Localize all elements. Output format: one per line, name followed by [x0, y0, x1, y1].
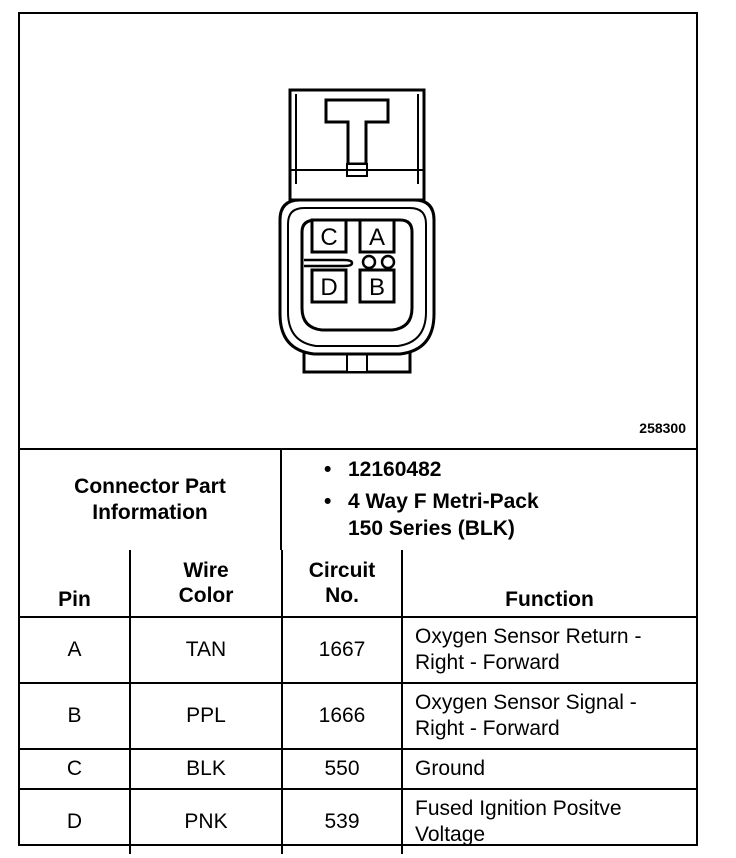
- connector-illustration: [20, 14, 696, 448]
- pinout-table: [20, 550, 696, 854]
- wire-color-cell: PNK: [130, 789, 282, 854]
- header-wire-color: [130, 550, 282, 617]
- wire-color-cell: TAN: [130, 617, 282, 683]
- circuit-cell: 550: [282, 749, 402, 789]
- pin-label: C: [320, 224, 338, 251]
- connector-info-label: [20, 450, 282, 550]
- locator-hole-right: [382, 256, 394, 268]
- table-header-row: [20, 550, 696, 617]
- header-circuit: [282, 550, 402, 617]
- pin-label: B: [368, 274, 386, 301]
- table-row: [20, 683, 696, 749]
- wire-color-cell: PPL: [130, 683, 282, 749]
- function-line1: Oxygen Sensor Signal -: [415, 691, 637, 714]
- function-cell: [402, 789, 696, 854]
- header-circuit-line2: No.: [325, 584, 359, 607]
- header-wire-color-line2: Color: [178, 584, 234, 607]
- function-line1: Fused Ignition Positve: [415, 797, 622, 820]
- connector-info-label-line2: Information: [92, 501, 208, 524]
- locator-hole-left: [363, 256, 375, 268]
- connector-info-label-line1: Connector Part: [74, 475, 226, 498]
- table-row: [20, 749, 696, 789]
- diagram-frame: [18, 12, 698, 846]
- bullet: •: [324, 490, 332, 513]
- circuit-cell: 1666: [282, 683, 402, 749]
- part-number-item: [282, 456, 696, 483]
- description-line2: 150 Series (BLK): [348, 517, 515, 540]
- header-wire-color-line1: Wire: [183, 559, 229, 582]
- header-circuit-line1: Circuit: [308, 559, 376, 582]
- bullet: •: [324, 458, 332, 481]
- pin-label: D: [320, 274, 338, 301]
- function-cell: [402, 683, 696, 749]
- function-line1: Oxygen Sensor Return -: [415, 625, 642, 648]
- part-number: 12160482: [348, 458, 442, 481]
- function-cell: [402, 617, 696, 683]
- pin-label: A: [368, 224, 386, 251]
- function-line1: Ground: [415, 757, 486, 780]
- circuit-cell: 539: [282, 789, 402, 854]
- pin-cell: D: [20, 789, 130, 854]
- function-line2: Right - Forward: [415, 717, 560, 740]
- wire-color-cell: BLK: [130, 749, 282, 789]
- table-row: [20, 789, 696, 854]
- description-line1: 4 Way F Metri-Pack: [348, 490, 539, 513]
- function-line2: Voltage: [415, 823, 486, 846]
- figure-id: 258300: [639, 420, 686, 436]
- connector-info-row: [20, 448, 696, 550]
- pin-cell: C: [20, 749, 130, 789]
- function-cell: [402, 749, 696, 789]
- description-item: [282, 488, 696, 542]
- function-line2: Right - Forward: [415, 651, 560, 674]
- connector-drawing: [20, 14, 696, 448]
- table-row: [20, 617, 696, 683]
- circuit-cell: 1667: [282, 617, 402, 683]
- connector-info-details: [282, 450, 696, 556]
- header-function: Function: [402, 550, 696, 617]
- header-pin: Pin: [20, 550, 130, 617]
- pin-cell: A: [20, 617, 130, 683]
- pin-cell: B: [20, 683, 130, 749]
